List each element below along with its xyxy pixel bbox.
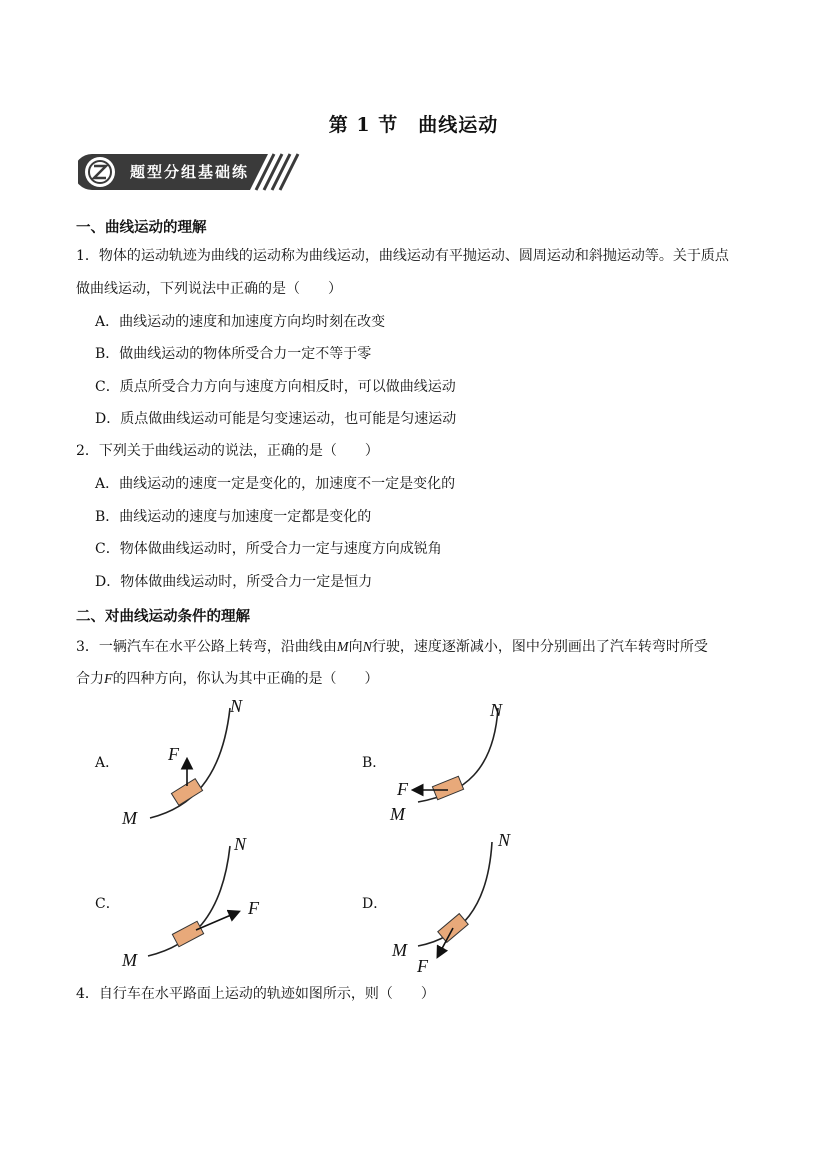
- point-n-label: N: [490, 700, 503, 720]
- q1-option-c: C．质点所受合力方向与速度方向相反时，可以做曲线运动: [95, 379, 456, 395]
- banner-label: 题型分组基础练: [130, 163, 250, 181]
- q3-figure-b: [380, 690, 540, 830]
- point-n-label: N: [230, 696, 243, 716]
- q2-option-b: B．曲线运动的速度与加速度一定都是变化的: [95, 509, 372, 525]
- q3-figure-label-b: B．: [362, 755, 387, 771]
- q1-option-b: B．做曲线运动的物体所受合力一定不等于零: [95, 346, 372, 362]
- q1-option-d: D．质点做曲线运动可能是匀变速运动，也可能是匀速运动: [95, 411, 457, 427]
- q2-option-a: A．曲线运动的速度一定是变化的，加速度不一定是变化的: [95, 476, 456, 492]
- point-m-label: M: [392, 940, 407, 960]
- q3-figure-label-a: A．: [95, 755, 120, 771]
- q2-option-c: C．物体做曲线运动时，所受合力一定与速度方向成锐角: [95, 541, 442, 557]
- q3-figure-label-c: C．: [95, 896, 120, 912]
- force-label: F: [397, 779, 408, 799]
- point-m-label: M: [122, 808, 137, 828]
- page-title: 第 1 节 曲线运动: [328, 114, 499, 136]
- q3-figure-d: [380, 828, 540, 978]
- q3-figure-label-d: D．: [362, 896, 388, 912]
- section-heading-1: 一、曲线运动的理解: [76, 219, 207, 236]
- section-heading-2: 二、对曲线运动条件的理解: [76, 608, 250, 625]
- q4-stem: 4．自行车在水平路面上运动的轨迹如图所示，则（ ）: [76, 986, 435, 1002]
- point-m-label: M: [390, 804, 405, 824]
- point-m-label: M: [122, 950, 137, 970]
- q2-option-d: D．物体做曲线运动时，所受合力一定是恒力: [95, 574, 373, 590]
- q3-stem-line1: 3．一辆汽车在水平公路上转弯，沿曲线由M向N行驶，速度逐渐减小，图中分别画出了汽车转弯时所受: [76, 639, 708, 655]
- point-n-label: N: [498, 830, 511, 850]
- q1-stem-line2: 做曲线运动，下列说法中正确的是（ ）: [76, 281, 342, 297]
- q3-stem-line2: 合力F的四种方向，你认为其中正确的是（ ）: [76, 671, 379, 687]
- section-banner: [78, 150, 310, 194]
- point-n-label: N: [234, 834, 247, 854]
- q3-figure-a: [110, 690, 270, 830]
- q2-stem: 2．下列关于曲线运动的说法，正确的是（ ）: [76, 443, 379, 459]
- force-label: F: [417, 956, 428, 976]
- q1-option-a: A．曲线运动的速度和加速度方向均时刻在改变: [95, 314, 386, 330]
- force-label: F: [168, 744, 179, 764]
- q3-figure-c: [110, 828, 280, 973]
- force-label: F: [248, 898, 259, 918]
- q1-stem-line1: 1．物体的运动轨迹为曲线的运动称为曲线运动，曲线运动有平抛运动、圆周运动和斜抛运动等。关于质点: [76, 248, 729, 264]
